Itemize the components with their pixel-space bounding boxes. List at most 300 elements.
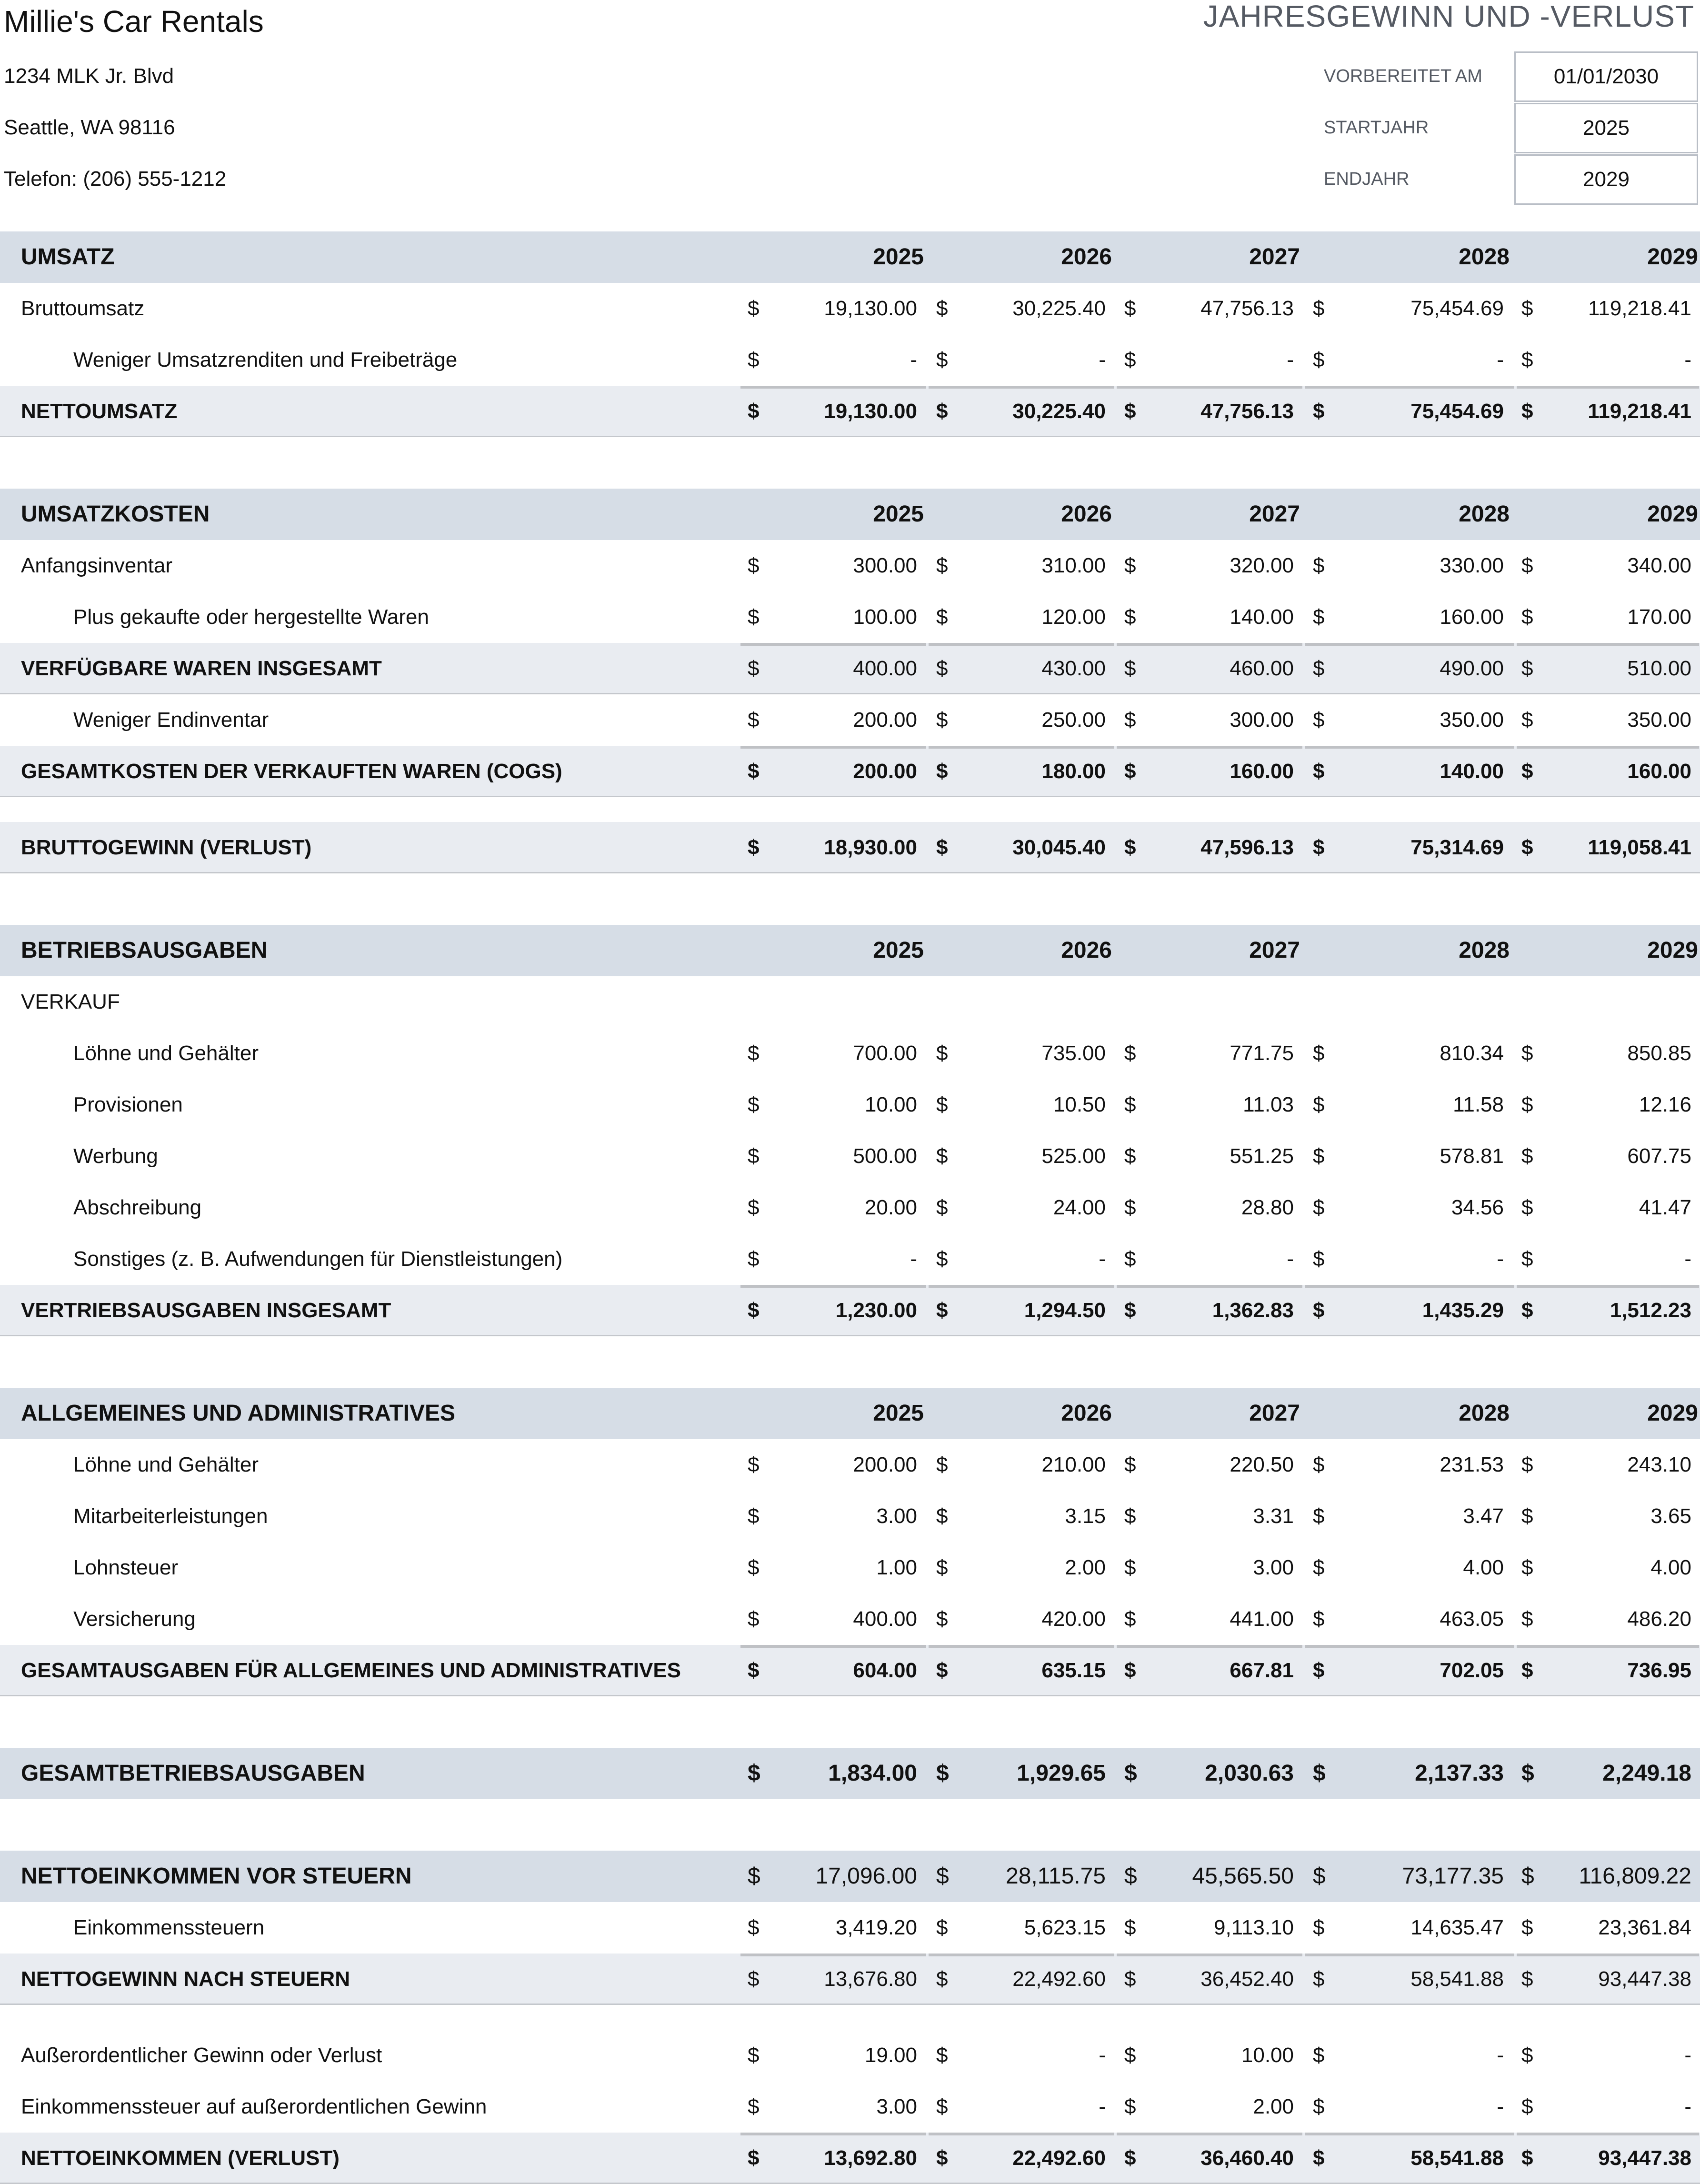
row-label: NETTOUMSATZ [21,400,178,423]
row-label: VERKAUF [21,990,120,1013]
section-header-row [0,489,1700,540]
amount-cell[interactable]: 2,249.18 [1602,1761,1691,1786]
row-label: Versicherung [73,1607,196,1631]
amount-cell[interactable]: 243.10 [1627,1453,1691,1476]
amount-cell[interactable]: 330.00 [1440,554,1504,577]
currency-symbol: $ [748,554,760,577]
currency-symbol: $ [1313,2044,1325,2067]
currency-symbol: $ [936,605,948,629]
row-label: NETTOGEWINN NACH STEUERN [21,1967,350,1991]
year-column-header: 2025 [873,501,924,527]
amount-cell[interactable]: 30,225.40 [1012,400,1106,423]
amount-cell[interactable]: 47,756.13 [1200,400,1294,423]
currency-symbol: $ [1313,1659,1325,1682]
currency-symbol: $ [1313,1863,1326,1889]
row-label: Einkommenssteuern [73,1916,265,1939]
amount-cell[interactable]: 93,447.38 [1598,1967,1691,1991]
currency-symbol: $ [1313,1042,1325,1065]
table-row [0,334,1700,386]
currency-symbol: $ [1521,1247,1533,1271]
amount-cell[interactable]: 1,512.23 [1610,1299,1691,1322]
start-year-field[interactable]: 2025 [1514,103,1698,153]
currency-symbol: $ [1521,1863,1534,1889]
currency-symbol: $ [748,2044,760,2067]
currency-symbol: $ [1124,2146,1136,2170]
currency-symbol: $ [1124,1247,1136,1271]
currency-symbol: $ [1521,1761,1534,1786]
table-row [0,1902,1700,1954]
amount-cell[interactable]: - [1099,2095,1106,2118]
currency-symbol: $ [748,1247,760,1271]
currency-symbol: $ [1313,1299,1325,1322]
amount-cell[interactable]: - [1287,1247,1294,1271]
amount-cell[interactable]: 140.00 [1230,605,1294,629]
amount-cell[interactable]: 19.00 [864,2044,917,2067]
amount-cell[interactable]: 3.00 [1253,1556,1294,1579]
table-row [0,1439,1700,1491]
company-phone: Telefon: (206) 555-1212 [4,167,227,190]
prepared-date-field[interactable]: 01/01/2030 [1514,51,1698,102]
currency-symbol: $ [1313,297,1325,320]
total-row [0,1645,1700,1696]
amount-cell[interactable]: 17,096.00 [815,1863,917,1889]
total-row [0,643,1700,694]
amount-cell[interactable]: 551.25 [1230,1144,1294,1168]
year-column-header: 2029 [1647,501,1698,527]
amount-cell[interactable]: 9,113.10 [1213,1916,1294,1939]
currency-symbol: $ [1124,605,1136,629]
amount-cell[interactable]: 58,541.88 [1410,2146,1504,2170]
currency-symbol: $ [748,1607,760,1631]
currency-symbol: $ [1124,1144,1136,1168]
currency-symbol: $ [1521,1556,1533,1579]
amount-cell[interactable]: 75,454.69 [1410,400,1504,423]
amount-cell[interactable]: 1.00 [876,1556,917,1579]
amount-cell[interactable]: 75,314.69 [1410,836,1504,859]
currency-symbol: $ [748,2095,760,2118]
row-label: BETRIEBSAUSGABEN [21,938,268,963]
year-column-header: 2026 [1061,501,1112,527]
row-label: ALLGEMEINES UND ADMINISTRATIVES [21,1401,456,1426]
currency-symbol: $ [748,1967,760,1991]
amount-cell[interactable]: 2,137.33 [1415,1761,1504,1786]
amount-cell[interactable]: 23,361.84 [1598,1916,1691,1939]
amount-cell[interactable]: 604.00 [853,1659,917,1682]
row-label: Bruttoumsatz [21,297,145,320]
row-label: UMSATZKOSTEN [21,501,210,527]
amount-cell[interactable]: 525.00 [1041,1144,1106,1168]
currency-symbol: $ [1313,760,1325,783]
section-header-row [0,1851,1700,1902]
amount-cell[interactable]: 10.50 [1053,1093,1106,1116]
section-header-row [0,925,1700,976]
table-row [0,1028,1700,1079]
currency-symbol: $ [748,348,760,371]
currency-symbol: $ [1124,1967,1136,1991]
table-row [0,976,1700,1028]
table-row [0,1542,1700,1593]
amount-cell[interactable]: 400.00 [853,1607,917,1631]
amount-cell[interactable]: 4.00 [1650,1556,1691,1579]
currency-symbol: $ [936,1916,948,1939]
row-label: GESAMTBETRIEBSAUSGABEN [21,1761,365,1786]
amount-cell[interactable]: 47,756.13 [1200,297,1294,320]
amount-cell[interactable]: 58,541.88 [1410,1967,1504,1991]
total-row [0,1285,1700,1336]
currency-symbol: $ [748,297,760,320]
currency-symbol: $ [748,1042,760,1065]
amount-cell[interactable]: 119,218.41 [1588,400,1691,423]
currency-symbol: $ [1313,1556,1325,1579]
amount-cell[interactable]: 75,454.69 [1410,297,1504,320]
currency-symbol: $ [936,2044,948,2067]
row-label: Weniger Umsatzrenditen und Freibeträge [73,348,458,371]
currency-symbol: $ [1521,2044,1533,2067]
amount-cell[interactable]: 850.85 [1627,1042,1691,1065]
amount-cell[interactable]: 18,930.00 [824,836,917,859]
amount-cell[interactable]: 463.05 [1440,1607,1504,1631]
amount-cell[interactable]: 200.00 [853,760,917,783]
amount-cell[interactable]: 200.00 [853,708,917,731]
row-label: Provisionen [73,1093,183,1116]
amount-cell[interactable]: - [910,348,917,371]
currency-symbol: $ [748,1556,760,1579]
company-address-line1: 1234 MLK Jr. Blvd [4,64,174,88]
currency-symbol: $ [1521,2146,1533,2170]
amount-cell[interactable]: 2.00 [1253,2095,1294,2118]
amount-cell[interactable]: 490.00 [1440,657,1504,680]
row-label: Werbung [73,1144,158,1168]
amount-cell[interactable]: - [1497,2044,1504,2067]
amount-cell[interactable]: 36,460.40 [1200,2146,1294,2170]
row-label: Mitarbeiterleistungen [73,1504,268,1528]
year-column-header: 2028 [1459,938,1510,963]
amount-cell[interactable]: 22,492.60 [1012,2146,1106,2170]
currency-symbol: $ [1521,1453,1533,1476]
currency-symbol: $ [1124,1196,1136,1219]
row-label: Plus gekaufte oder hergestellte Waren [73,605,429,629]
currency-symbol: $ [1521,1196,1533,1219]
amount-cell[interactable]: 231.53 [1440,1453,1504,1476]
currency-symbol: $ [936,1299,948,1322]
amount-cell[interactable]: 160.00 [1627,760,1691,783]
amount-cell[interactable]: 3.15 [1065,1504,1106,1528]
amount-cell[interactable]: 30,225.40 [1012,297,1106,320]
amount-cell[interactable]: 28.80 [1241,1196,1294,1219]
amount-cell[interactable]: 3.00 [876,1504,917,1528]
amount-cell[interactable]: 34.56 [1451,1196,1504,1219]
currency-symbol: $ [936,1659,948,1682]
amount-cell[interactable]: 45,565.50 [1192,1863,1294,1889]
amount-cell[interactable]: - [1099,348,1106,371]
row-label: Anfangsinventar [21,554,172,577]
currency-symbol: $ [1124,1607,1136,1631]
amount-cell[interactable]: 170.00 [1627,605,1691,629]
currency-symbol: $ [1124,554,1136,577]
amount-cell[interactable]: 210.00 [1041,1453,1106,1476]
amount-cell[interactable]: 12.16 [1639,1093,1691,1116]
amount-cell[interactable]: 119,218.41 [1588,297,1691,320]
total-row [0,822,1700,873]
amount-cell[interactable]: 310.00 [1041,554,1106,577]
amount-cell[interactable]: 11.58 [1453,1093,1504,1116]
currency-symbol: $ [936,400,948,423]
table-row [0,540,1700,591]
currency-symbol: $ [1124,1299,1136,1322]
amount-cell[interactable]: 4.00 [1463,1556,1504,1579]
currency-symbol: $ [936,554,948,577]
amount-cell[interactable]: 22,492.60 [1012,1967,1106,1991]
amount-cell[interactable]: 441.00 [1230,1607,1294,1631]
currency-symbol: $ [1124,1042,1136,1065]
amount-cell[interactable]: 13,692.80 [824,2146,917,2170]
currency-symbol: $ [748,605,760,629]
currency-symbol: $ [748,1761,760,1786]
amount-cell[interactable]: 10.00 [1241,2044,1294,2067]
prepared-date-label: VORBEREITET AM [1324,66,1482,86]
amount-cell[interactable]: 100.00 [853,605,917,629]
amount-cell[interactable]: 578.81 [1440,1144,1504,1168]
amount-cell[interactable]: 667.81 [1230,1659,1294,1682]
amount-cell[interactable]: 3.31 [1253,1504,1294,1528]
currency-symbol: $ [748,657,760,680]
amount-cell[interactable]: 30,045.40 [1012,836,1106,859]
amount-cell[interactable]: - [1497,1247,1504,1271]
amount-cell[interactable]: 510.00 [1627,657,1691,680]
currency-symbol: $ [748,760,760,783]
currency-symbol: $ [1124,1761,1137,1786]
amount-cell[interactable]: 702.05 [1440,1659,1504,1682]
amount-cell[interactable]: 460.00 [1230,657,1294,680]
currency-symbol: $ [1124,1504,1136,1528]
company-name: Millie's Car Rentals [4,4,264,39]
amount-cell[interactable]: 1,435.29 [1422,1299,1504,1322]
amount-cell[interactable]: 24.00 [1053,1196,1106,1219]
amount-cell[interactable]: 1,362.83 [1212,1299,1294,1322]
amount-cell[interactable]: 300.00 [1230,708,1294,731]
year-column-header: 2029 [1647,1401,1698,1426]
table-row [0,1131,1700,1182]
amount-cell[interactable]: 1,929.65 [1017,1761,1106,1786]
amount-cell[interactable]: 19,130.00 [824,297,917,320]
document-title: JAHRESGEWINN UND -VERLUST [1203,0,1694,33]
currency-symbol: $ [1313,400,1325,423]
amount-cell[interactable]: 2,030.63 [1205,1761,1294,1786]
amount-cell[interactable]: 300.00 [853,554,917,577]
amount-cell[interactable]: 635.15 [1041,1659,1106,1682]
currency-symbol: $ [936,1042,948,1065]
amount-cell[interactable]: 700.00 [853,1042,917,1065]
currency-symbol: $ [936,760,948,783]
year-column-header: 2027 [1249,244,1300,270]
amount-cell[interactable]: - [1684,2095,1691,2118]
currency-symbol: $ [1124,836,1136,859]
currency-symbol: $ [1313,657,1325,680]
currency-symbol: $ [1313,1504,1325,1528]
table-row [0,1182,1700,1233]
amount-cell[interactable]: 400.00 [853,657,917,680]
amount-cell[interactable]: 73,177.35 [1402,1863,1504,1889]
currency-symbol: $ [1521,605,1533,629]
amount-cell[interactable]: 120.00 [1041,605,1106,629]
currency-symbol: $ [1521,297,1533,320]
amount-cell[interactable]: 3,419.20 [835,1916,917,1939]
currency-symbol: $ [936,836,948,859]
amount-cell[interactable]: 41.47 [1639,1196,1691,1219]
end-year-field[interactable]: 2029 [1514,154,1698,205]
currency-symbol: $ [748,1659,760,1682]
currency-symbol: $ [936,708,948,731]
currency-symbol: $ [936,1967,948,1991]
currency-symbol: $ [1313,1607,1325,1631]
currency-symbol: $ [1521,554,1533,577]
year-column-header: 2025 [873,244,924,270]
currency-symbol: $ [1521,1659,1533,1682]
amount-cell[interactable]: - [1684,2044,1691,2067]
row-label: Einkommenssteuer auf außerordentlichen Gewinn [21,2095,487,2118]
currency-symbol: $ [1521,1607,1533,1631]
row-label: Lohnsteuer [73,1556,179,1579]
amount-cell[interactable]: 160.00 [1440,605,1504,629]
currency-symbol: $ [936,1504,948,1528]
year-column-header: 2026 [1061,1401,1112,1426]
amount-cell[interactable]: 250.00 [1041,708,1106,731]
amount-cell[interactable]: 3.00 [876,2095,917,2118]
currency-symbol: $ [1124,760,1136,783]
year-column-header: 2027 [1249,501,1300,527]
currency-symbol: $ [1313,1916,1325,1939]
amount-cell[interactable]: 350.00 [1440,708,1504,731]
currency-symbol: $ [1313,1761,1326,1786]
amount-cell[interactable]: - [1684,348,1691,371]
year-column-header: 2027 [1249,938,1300,963]
amount-cell[interactable]: - [1287,348,1294,371]
amount-cell[interactable]: 350.00 [1627,708,1691,731]
row-label: UMSATZ [21,244,115,270]
amount-cell[interactable]: 430.00 [1041,657,1106,680]
amount-cell[interactable]: 1,230.00 [835,1299,917,1322]
amount-cell[interactable]: 810.34 [1440,1042,1504,1065]
amount-cell[interactable]: 14,635.47 [1410,1916,1504,1939]
amount-cell[interactable]: 736.95 [1627,1659,1691,1682]
amount-cell[interactable]: 3.65 [1650,1504,1691,1528]
currency-symbol: $ [1521,1093,1533,1116]
currency-symbol: $ [1521,1504,1533,1528]
row-label: Abschreibung [73,1196,202,1219]
currency-symbol: $ [1313,1144,1325,1168]
amount-cell[interactable]: - [1099,1247,1106,1271]
currency-symbol: $ [748,836,760,859]
amount-cell[interactable]: 93,447.38 [1598,2146,1691,2170]
currency-symbol: $ [1521,1299,1533,1322]
currency-symbol: $ [748,1093,760,1116]
row-label: Außerordentlicher Gewinn oder Verlust [21,2044,382,2067]
currency-symbol: $ [1313,348,1325,371]
amount-cell[interactable]: 220.50 [1230,1453,1294,1476]
amount-cell[interactable]: - [1684,1247,1691,1271]
amount-cell[interactable]: - [910,1247,917,1271]
currency-symbol: $ [1313,708,1325,731]
currency-symbol: $ [936,1761,949,1786]
amount-cell[interactable]: 340.00 [1627,554,1691,577]
amount-cell[interactable]: 10.00 [864,1093,917,1116]
section-header-row [0,1388,1700,1439]
amount-cell[interactable]: 19,130.00 [824,400,917,423]
currency-symbol: $ [748,1916,760,1939]
amount-cell[interactable]: - [1497,348,1504,371]
currency-symbol: $ [1124,1453,1136,1476]
currency-symbol: $ [1521,2095,1533,2118]
table-row [0,1233,1700,1285]
amount-cell[interactable]: 5,623.15 [1024,1916,1106,1939]
amount-cell[interactable]: 28,115.75 [1006,1863,1106,1889]
amount-cell[interactable]: 140.00 [1440,760,1504,783]
row-label: NETTOEINKOMMEN VOR STEUERN [21,1863,412,1889]
total-row [0,1954,1700,2005]
amount-cell[interactable]: 2.00 [1065,1556,1106,1579]
table-row [0,591,1700,643]
currency-symbol: $ [1124,297,1136,320]
amount-cell[interactable]: 1,834.00 [828,1761,917,1786]
amount-cell[interactable]: 36,452.40 [1200,1967,1294,1991]
currency-symbol: $ [936,1247,948,1271]
row-label: Sonstiges (z. B. Aufwendungen für Dienstleistungen) [73,1247,563,1271]
amount-cell[interactable]: 160.00 [1230,760,1294,783]
table-row [0,2081,1700,2133]
amount-cell[interactable]: - [1497,2095,1504,2118]
row-label: Weniger Endinventar [73,708,269,731]
currency-symbol: $ [1521,1144,1533,1168]
amount-cell[interactable]: 420.00 [1041,1607,1106,1631]
amount-cell[interactable]: 180.00 [1041,760,1106,783]
amount-cell[interactable]: 119,058.41 [1588,836,1691,859]
company-address-line2: Seattle, WA 98116 [4,116,175,139]
year-column-header: 2026 [1061,244,1112,270]
year-column-header: 2029 [1647,244,1698,270]
currency-symbol: $ [1124,2095,1136,2118]
amount-cell[interactable]: - [1099,2044,1106,2067]
currency-symbol: $ [936,657,948,680]
currency-symbol: $ [936,2095,948,2118]
amount-cell[interactable]: 20.00 [864,1196,917,1219]
amount-cell[interactable]: 771.75 [1230,1042,1294,1065]
amount-cell[interactable]: 607.75 [1627,1144,1691,1168]
currency-symbol: $ [1313,1967,1325,1991]
currency-symbol: $ [1521,1042,1533,1065]
amount-cell[interactable]: 1,294.50 [1024,1299,1106,1322]
amount-cell[interactable]: 735.00 [1041,1042,1106,1065]
currency-symbol: $ [1521,1916,1533,1939]
amount-cell[interactable]: 116,809.22 [1579,1863,1691,1889]
amount-cell[interactable]: 3.47 [1463,1504,1504,1528]
row-label: Löhne und Gehälter [73,1042,259,1065]
year-column-header: 2028 [1459,244,1510,270]
amount-cell[interactable]: 11.03 [1243,1093,1294,1116]
row-label: Löhne und Gehälter [73,1453,259,1476]
amount-cell[interactable]: 47,596.13 [1200,836,1294,859]
currency-symbol: $ [1313,2095,1325,2118]
amount-cell[interactable]: 200.00 [853,1453,917,1476]
currency-symbol: $ [1313,836,1325,859]
amount-cell[interactable]: 486.20 [1627,1607,1691,1631]
amount-cell[interactable]: 320.00 [1230,554,1294,577]
total-row [0,2133,1700,2184]
year-column-header: 2028 [1459,501,1510,527]
currency-symbol: $ [748,1453,760,1476]
amount-cell[interactable]: 500.00 [853,1144,917,1168]
currency-symbol: $ [936,1144,948,1168]
amount-cell[interactable]: 13,676.80 [824,1967,917,1991]
